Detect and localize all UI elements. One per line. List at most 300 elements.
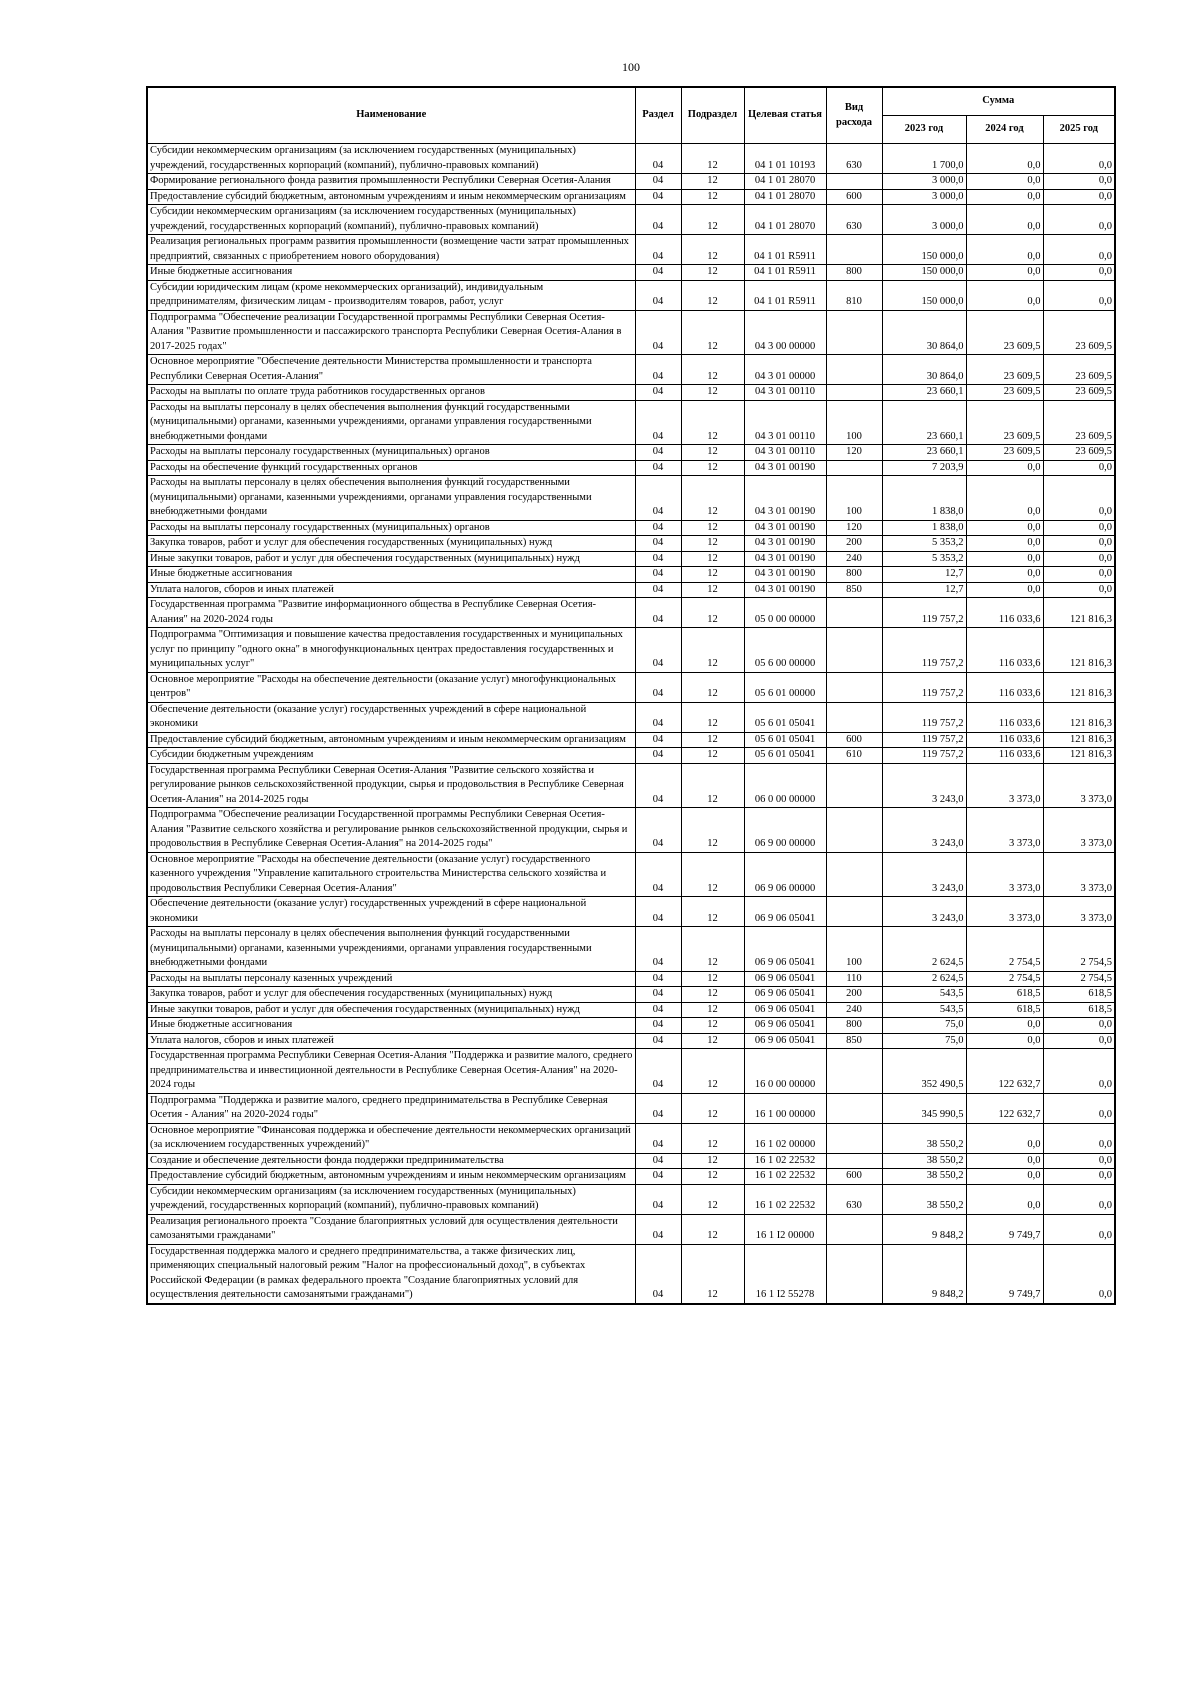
row-vid-raskhoda: 810 — [826, 280, 882, 310]
row-razdel: 04 — [635, 189, 681, 205]
row-name: Предоставление субсидий бюджетным, автономным учреждениям и иным некоммерческим организациям — [147, 1169, 635, 1185]
row-name: Основное мероприятие "Расходы на обеспечение деятельности (оказание услуг) государственного казенного учреждения "Управление капитального строительства Министерства сельского хозяйства и продовольствия Республики Северная Осетия-Алания" — [147, 852, 635, 897]
row-sum-2023: 119 757,2 — [882, 748, 966, 764]
header-summa: Сумма — [882, 87, 1115, 116]
row-sum-2024: 116 033,6 — [966, 732, 1043, 748]
row-celevaya-statya: 05 6 01 05041 — [744, 702, 826, 732]
row-razdel: 04 — [635, 174, 681, 190]
row-vid-raskhoda — [826, 1093, 882, 1123]
row-name: Иные закупки товаров, работ и услуг для обеспечения государственных (муниципальных) нужд — [147, 1002, 635, 1018]
row-sum-2025: 0,0 — [1043, 1093, 1115, 1123]
row-celevaya-statya: 16 1 00 00000 — [744, 1093, 826, 1123]
row-vid-raskhoda — [826, 897, 882, 927]
row-razdel: 04 — [635, 1049, 681, 1094]
row-sum-2023: 150 000,0 — [882, 265, 966, 281]
row-sum-2025: 23 609,5 — [1043, 385, 1115, 401]
row-vid-raskhoda — [826, 1049, 882, 1094]
row-vid-raskhoda: 100 — [826, 927, 882, 972]
row-vid-raskhoda: 850 — [826, 1033, 882, 1049]
row-sum-2024: 0,0 — [966, 235, 1043, 265]
row-celevaya-statya: 16 1 02 22532 — [744, 1153, 826, 1169]
row-podrazdel: 12 — [681, 400, 744, 445]
row-sum-2025: 0,0 — [1043, 536, 1115, 552]
row-razdel: 04 — [635, 598, 681, 628]
row-vid-raskhoda — [826, 1214, 882, 1244]
row-razdel: 04 — [635, 1153, 681, 1169]
row-celevaya-statya: 06 9 06 05041 — [744, 987, 826, 1003]
row-vid-raskhoda: 200 — [826, 987, 882, 1003]
row-podrazdel: 12 — [681, 927, 744, 972]
table-row — [147, 1244, 1115, 1304]
row-name: Государственная программа Республики Северная Осетия-Алания "Развитие сельского хозяйства и регулирование рынков сельскохозяйственной продукции, сырья и продовольствия в Республике Северная Осетия-Алания" на 2014-2025 годы — [147, 763, 635, 808]
row-sum-2023: 3 243,0 — [882, 763, 966, 808]
row-sum-2024: 23 609,5 — [966, 355, 1043, 385]
row-sum-2025: 0,0 — [1043, 476, 1115, 521]
row-podrazdel: 12 — [681, 355, 744, 385]
row-vid-raskhoda — [826, 702, 882, 732]
row-podrazdel: 12 — [681, 702, 744, 732]
row-podrazdel: 12 — [681, 280, 744, 310]
row-sum-2024: 0,0 — [966, 1153, 1043, 1169]
table-row — [147, 1153, 1115, 1169]
row-celevaya-statya: 06 9 06 00000 — [744, 852, 826, 897]
table-row — [147, 144, 1115, 174]
row-razdel: 04 — [635, 852, 681, 897]
row-razdel: 04 — [635, 310, 681, 355]
row-sum-2023: 23 660,1 — [882, 400, 966, 445]
row-name: Субсидии некоммерческим организациям (за исключением государственных (муниципальных) учреждений, государственных корпораций (компаний), публично-правовых компаний) — [147, 1184, 635, 1214]
row-sum-2024: 0,0 — [966, 536, 1043, 552]
row-name: Расходы на выплаты персоналу в целях обеспечения выполнения функций государственными (муниципальными) органами, казенными учреждениями, органами управления государственными внебюджетными фондами — [147, 476, 635, 521]
row-razdel: 04 — [635, 748, 681, 764]
row-name: Подпрограмма "Обеспечение реализации Государственной программы Республики Северная Осетия-Алания "Развитие промышленности и пассажирского транспорта Республики Северная Осетия-Алания в 2017-2025 годах" — [147, 310, 635, 355]
table-row — [147, 1123, 1115, 1153]
row-celevaya-statya: 16 1 02 22532 — [744, 1184, 826, 1214]
row-celevaya-statya: 04 1 01 R5911 — [744, 280, 826, 310]
table-row — [147, 174, 1115, 190]
row-celevaya-statya: 04 3 01 00190 — [744, 460, 826, 476]
row-sum-2023: 75,0 — [882, 1018, 966, 1034]
row-razdel: 04 — [635, 144, 681, 174]
row-celevaya-statya: 16 1 02 22532 — [744, 1169, 826, 1185]
row-vid-raskhoda: 600 — [826, 732, 882, 748]
row-sum-2023: 23 660,1 — [882, 385, 966, 401]
row-podrazdel: 12 — [681, 265, 744, 281]
row-name: Обеспечение деятельности (оказание услуг) государственных учреждений в сфере национальной экономики — [147, 897, 635, 927]
row-vid-raskhoda: 200 — [826, 536, 882, 552]
row-razdel: 04 — [635, 672, 681, 702]
row-vid-raskhoda — [826, 852, 882, 897]
row-celevaya-statya: 06 9 06 05041 — [744, 971, 826, 987]
row-vid-raskhoda: 240 — [826, 551, 882, 567]
row-sum-2024: 116 033,6 — [966, 628, 1043, 673]
row-vid-raskhoda — [826, 1153, 882, 1169]
row-vid-raskhoda — [826, 808, 882, 853]
row-podrazdel: 12 — [681, 189, 744, 205]
header-podrazdel: Подраздел — [681, 87, 744, 144]
row-sum-2024: 3 373,0 — [966, 763, 1043, 808]
row-sum-2023: 9 848,2 — [882, 1244, 966, 1304]
header-name: Наименование — [147, 87, 635, 144]
table-row — [147, 265, 1115, 281]
table-row — [147, 672, 1115, 702]
row-sum-2025: 3 373,0 — [1043, 763, 1115, 808]
row-name: Субсидии бюджетным учреждениям — [147, 748, 635, 764]
row-razdel: 04 — [635, 280, 681, 310]
row-sum-2023: 352 490,5 — [882, 1049, 966, 1094]
row-sum-2024: 0,0 — [966, 520, 1043, 536]
row-celevaya-statya: 04 1 01 28070 — [744, 174, 826, 190]
row-vid-raskhoda: 630 — [826, 144, 882, 174]
row-sum-2023: 5 353,2 — [882, 536, 966, 552]
row-podrazdel: 12 — [681, 1169, 744, 1185]
row-sum-2025: 121 816,3 — [1043, 702, 1115, 732]
row-name: Реализация региональных программ развития промышленности (возмещение части затрат промышленных предприятий, связанных с приобретением нового оборудования) — [147, 235, 635, 265]
row-sum-2025: 23 609,5 — [1043, 400, 1115, 445]
row-celevaya-statya: 04 1 01 R5911 — [744, 235, 826, 265]
row-sum-2024: 0,0 — [966, 265, 1043, 281]
row-celevaya-statya: 04 3 01 00110 — [744, 400, 826, 445]
row-vid-raskhoda: 600 — [826, 189, 882, 205]
row-sum-2023: 150 000,0 — [882, 280, 966, 310]
row-sum-2023: 38 550,2 — [882, 1184, 966, 1214]
row-vid-raskhoda — [826, 672, 882, 702]
row-vid-raskhoda: 100 — [826, 476, 882, 521]
row-vid-raskhoda: 120 — [826, 520, 882, 536]
row-razdel: 04 — [635, 808, 681, 853]
row-sum-2024: 0,0 — [966, 567, 1043, 583]
row-sum-2025: 0,0 — [1043, 567, 1115, 583]
row-celevaya-statya: 05 6 01 00000 — [744, 672, 826, 702]
row-sum-2025: 0,0 — [1043, 460, 1115, 476]
row-podrazdel: 12 — [681, 852, 744, 897]
row-sum-2023: 12,7 — [882, 582, 966, 598]
row-celevaya-statya: 06 9 06 05041 — [744, 897, 826, 927]
row-sum-2024: 116 033,6 — [966, 702, 1043, 732]
row-sum-2024: 23 609,5 — [966, 385, 1043, 401]
row-sum-2025: 0,0 — [1043, 1153, 1115, 1169]
table-row — [147, 280, 1115, 310]
row-sum-2025: 0,0 — [1043, 265, 1115, 281]
row-vid-raskhoda: 110 — [826, 971, 882, 987]
row-razdel: 04 — [635, 1093, 681, 1123]
row-sum-2024: 0,0 — [966, 551, 1043, 567]
row-celevaya-statya: 04 3 01 00190 — [744, 582, 826, 598]
row-razdel: 04 — [635, 927, 681, 972]
row-name: Создание и обеспечение деятельности фонда поддержки предпринимательства — [147, 1153, 635, 1169]
row-podrazdel: 12 — [681, 763, 744, 808]
row-razdel: 04 — [635, 400, 681, 445]
table-row — [147, 1033, 1115, 1049]
row-celevaya-statya: 04 3 01 00190 — [744, 567, 826, 583]
table-row — [147, 897, 1115, 927]
row-razdel: 04 — [635, 520, 681, 536]
row-celevaya-statya: 04 3 00 00000 — [744, 310, 826, 355]
table-row — [147, 1169, 1115, 1185]
row-vid-raskhoda: 120 — [826, 445, 882, 461]
row-sum-2023: 119 757,2 — [882, 672, 966, 702]
row-sum-2023: 3 000,0 — [882, 174, 966, 190]
table-row — [147, 628, 1115, 673]
row-name: Обеспечение деятельности (оказание услуг) государственных учреждений в сфере национальной экономики — [147, 702, 635, 732]
row-sum-2023: 3 243,0 — [882, 808, 966, 853]
row-name: Государственная поддержка малого и среднего предпринимательства, а также физических лиц, применяющих специальный налоговый режим "Налог на профессиональный доход", в субъектах Российской Федерации (в рамках федерального проекта "Создание благоприятных условий для осуществления деятельности самозанятыми гражданами") — [147, 1244, 635, 1304]
row-sum-2025: 0,0 — [1043, 235, 1115, 265]
table-row — [147, 971, 1115, 987]
row-sum-2024: 0,0 — [966, 1184, 1043, 1214]
row-sum-2023: 2 624,5 — [882, 971, 966, 987]
row-podrazdel: 12 — [681, 205, 744, 235]
row-podrazdel: 12 — [681, 1214, 744, 1244]
row-razdel: 04 — [635, 476, 681, 521]
row-vid-raskhoda — [826, 1123, 882, 1153]
row-name: Субсидии юридическим лицам (кроме некоммерческих организаций), индивидуальным предпринимателям, физическим лицам - производителям товаров, работ, услуг — [147, 280, 635, 310]
table-row — [147, 1002, 1115, 1018]
table-row — [147, 808, 1115, 853]
row-vid-raskhoda: 800 — [826, 265, 882, 281]
row-name: Расходы на выплаты персоналу казенных учреждений — [147, 971, 635, 987]
row-razdel: 04 — [635, 536, 681, 552]
row-razdel: 04 — [635, 702, 681, 732]
row-razdel: 04 — [635, 897, 681, 927]
row-podrazdel: 12 — [681, 987, 744, 1003]
table-row — [147, 1093, 1115, 1123]
row-sum-2025: 0,0 — [1043, 1033, 1115, 1049]
table-row — [147, 536, 1115, 552]
row-vid-raskhoda — [826, 310, 882, 355]
table-row — [147, 520, 1115, 536]
row-sum-2023: 119 757,2 — [882, 702, 966, 732]
row-sum-2025: 0,0 — [1043, 189, 1115, 205]
row-sum-2025: 121 816,3 — [1043, 628, 1115, 673]
row-razdel: 04 — [635, 355, 681, 385]
row-razdel: 04 — [635, 1169, 681, 1185]
row-celevaya-statya: 04 1 01 R5911 — [744, 265, 826, 281]
row-sum-2023: 30 864,0 — [882, 310, 966, 355]
row-podrazdel: 12 — [681, 1033, 744, 1049]
row-name: Субсидии некоммерческим организациям (за исключением государственных (муниципальных) учреждений, государственных корпораций (компаний), публично-правовых компаний) — [147, 144, 635, 174]
row-celevaya-statya: 16 1 I2 55278 — [744, 1244, 826, 1304]
row-name: Иные бюджетные ассигнования — [147, 1018, 635, 1034]
row-vid-raskhoda — [826, 235, 882, 265]
row-sum-2025: 121 816,3 — [1043, 732, 1115, 748]
row-sum-2023: 38 550,2 — [882, 1153, 966, 1169]
row-sum-2023: 7 203,9 — [882, 460, 966, 476]
row-name: Расходы на выплаты персоналу государственных (муниципальных) органов — [147, 520, 635, 536]
table-row — [147, 1214, 1115, 1244]
row-name: Уплата налогов, сборов и иных платежей — [147, 582, 635, 598]
row-celevaya-statya: 05 0 00 00000 — [744, 598, 826, 628]
row-razdel: 04 — [635, 205, 681, 235]
table-row — [147, 732, 1115, 748]
table-row — [147, 763, 1115, 808]
row-name: Закупка товаров, работ и услуг для обеспечения государственных (муниципальных) нужд — [147, 536, 635, 552]
row-podrazdel: 12 — [681, 536, 744, 552]
row-vid-raskhoda: 800 — [826, 1018, 882, 1034]
row-vid-raskhoda — [826, 628, 882, 673]
row-sum-2025: 2 754,5 — [1043, 971, 1115, 987]
row-sum-2025: 121 816,3 — [1043, 672, 1115, 702]
row-razdel: 04 — [635, 763, 681, 808]
header-razdel: Раздел — [635, 87, 681, 144]
table-row — [147, 567, 1115, 583]
row-sum-2025: 121 816,3 — [1043, 598, 1115, 628]
row-name: Государственная программа "Развитие информационного общества в Республике Северная Осетия-Алания" на 2020-2024 годы — [147, 598, 635, 628]
row-sum-2025: 0,0 — [1043, 1244, 1115, 1304]
row-sum-2023: 119 757,2 — [882, 628, 966, 673]
row-name: Государственная программа Республики Северная Осетия-Алания "Поддержка и развитие малого, среднего предпринимательства и инвестиционной деятельности в Республике Северная Осетия-Алания" на 2020-2024 годы — [147, 1049, 635, 1094]
row-name: Подпрограмма "Оптимизация и повышение качества предоставления государственных и муниципальных услуг по принципу "одного окна" в многофункциональных центрах предоставления государственных и муниципальных услуг" — [147, 628, 635, 673]
row-sum-2025: 3 373,0 — [1043, 852, 1115, 897]
row-podrazdel: 12 — [681, 567, 744, 583]
page-number: 100 — [622, 60, 640, 74]
row-sum-2025: 0,0 — [1043, 1049, 1115, 1094]
row-celevaya-statya: 06 9 06 05041 — [744, 1002, 826, 1018]
table-row — [147, 205, 1115, 235]
row-sum-2024: 0,0 — [966, 1018, 1043, 1034]
row-sum-2023: 38 550,2 — [882, 1169, 966, 1185]
row-sum-2024: 0,0 — [966, 476, 1043, 521]
row-celevaya-statya: 16 1 I2 00000 — [744, 1214, 826, 1244]
row-sum-2024: 116 033,6 — [966, 598, 1043, 628]
row-sum-2025: 0,0 — [1043, 205, 1115, 235]
row-sum-2023: 150 000,0 — [882, 235, 966, 265]
row-sum-2023: 119 757,2 — [882, 598, 966, 628]
row-vid-raskhoda: 600 — [826, 1169, 882, 1185]
table-row — [147, 582, 1115, 598]
row-sum-2024: 2 754,5 — [966, 927, 1043, 972]
row-podrazdel: 12 — [681, 1244, 744, 1304]
row-podrazdel: 12 — [681, 748, 744, 764]
row-sum-2025: 23 609,5 — [1043, 355, 1115, 385]
row-razdel: 04 — [635, 1018, 681, 1034]
row-sum-2025: 23 609,5 — [1043, 310, 1115, 355]
row-sum-2025: 618,5 — [1043, 987, 1115, 1003]
row-celevaya-statya: 05 6 00 00000 — [744, 628, 826, 673]
row-sum-2024: 0,0 — [966, 189, 1043, 205]
table-row — [147, 476, 1115, 521]
row-podrazdel: 12 — [681, 445, 744, 461]
row-sum-2024: 23 609,5 — [966, 400, 1043, 445]
row-name: Уплата налогов, сборов и иных платежей — [147, 1033, 635, 1049]
row-vid-raskhoda — [826, 385, 882, 401]
row-name: Расходы на выплаты персоналу государственных (муниципальных) органов — [147, 445, 635, 461]
table-row — [147, 852, 1115, 897]
row-razdel: 04 — [635, 1033, 681, 1049]
row-sum-2024: 0,0 — [966, 280, 1043, 310]
table-body — [147, 144, 1115, 1304]
row-sum-2023: 9 848,2 — [882, 1214, 966, 1244]
row-podrazdel: 12 — [681, 476, 744, 521]
table-row — [147, 189, 1115, 205]
row-celevaya-statya: 06 0 00 00000 — [744, 763, 826, 808]
table-row — [147, 598, 1115, 628]
table-row — [147, 460, 1115, 476]
row-celevaya-statya: 16 1 02 00000 — [744, 1123, 826, 1153]
row-sum-2023: 1 838,0 — [882, 476, 966, 521]
row-sum-2023: 38 550,2 — [882, 1123, 966, 1153]
header-year-2025: 2025 год — [1043, 116, 1115, 144]
row-celevaya-statya: 06 9 06 05041 — [744, 1018, 826, 1034]
row-celevaya-statya: 04 3 01 00190 — [744, 536, 826, 552]
row-celevaya-statya: 04 3 01 00190 — [744, 520, 826, 536]
row-razdel: 04 — [635, 628, 681, 673]
row-sum-2024: 116 033,6 — [966, 748, 1043, 764]
table-row — [147, 1049, 1115, 1094]
row-sum-2024: 0,0 — [966, 174, 1043, 190]
row-podrazdel: 12 — [681, 582, 744, 598]
row-razdel: 04 — [635, 551, 681, 567]
row-sum-2024: 9 749,7 — [966, 1214, 1043, 1244]
row-razdel: 04 — [635, 987, 681, 1003]
row-sum-2024: 23 609,5 — [966, 445, 1043, 461]
row-vid-raskhoda: 630 — [826, 205, 882, 235]
row-sum-2024: 23 609,5 — [966, 310, 1043, 355]
row-sum-2023: 1 838,0 — [882, 520, 966, 536]
row-celevaya-statya: 04 1 01 28070 — [744, 205, 826, 235]
row-sum-2023: 119 757,2 — [882, 732, 966, 748]
row-podrazdel: 12 — [681, 732, 744, 748]
row-sum-2023: 12,7 — [882, 567, 966, 583]
row-podrazdel: 12 — [681, 520, 744, 536]
row-podrazdel: 12 — [681, 1018, 744, 1034]
row-sum-2024: 0,0 — [966, 1033, 1043, 1049]
row-razdel: 04 — [635, 265, 681, 281]
row-sum-2025: 0,0 — [1043, 144, 1115, 174]
row-sum-2024: 3 373,0 — [966, 852, 1043, 897]
row-sum-2023: 3 243,0 — [882, 852, 966, 897]
row-name: Подпрограмма "Поддержка и развитие малого, среднего предпринимательства в Республике Северная Осетия - Алания" на 2020-2024 годы" — [147, 1093, 635, 1123]
table-row — [147, 927, 1115, 972]
row-name: Формирование регионального фонда развития промышленности Республики Северная Осетия-Алания — [147, 174, 635, 190]
row-sum-2025: 23 609,5 — [1043, 445, 1115, 461]
row-sum-2025: 0,0 — [1043, 1123, 1115, 1153]
row-sum-2024: 9 749,7 — [966, 1244, 1043, 1304]
row-podrazdel: 12 — [681, 235, 744, 265]
row-podrazdel: 12 — [681, 1049, 744, 1094]
row-sum-2024: 618,5 — [966, 1002, 1043, 1018]
row-podrazdel: 12 — [681, 808, 744, 853]
row-podrazdel: 12 — [681, 385, 744, 401]
row-name: Основное мероприятие "Обеспечение деятельности Министерства промышленности и транспорта Республики Северная Осетия-Алания" — [147, 355, 635, 385]
table-row — [147, 310, 1115, 355]
row-celevaya-statya: 04 1 01 10193 — [744, 144, 826, 174]
row-celevaya-statya: 05 6 01 05041 — [744, 732, 826, 748]
row-vid-raskhoda: 630 — [826, 1184, 882, 1214]
row-sum-2025: 0,0 — [1043, 1184, 1115, 1214]
table-header — [147, 87, 1115, 144]
table-row — [147, 445, 1115, 461]
row-sum-2024: 2 754,5 — [966, 971, 1043, 987]
row-sum-2024: 0,0 — [966, 1123, 1043, 1153]
table-row — [147, 235, 1115, 265]
row-podrazdel: 12 — [681, 310, 744, 355]
row-sum-2024: 618,5 — [966, 987, 1043, 1003]
row-celevaya-statya: 04 1 01 28070 — [744, 189, 826, 205]
row-sum-2023: 3 000,0 — [882, 189, 966, 205]
row-sum-2024: 0,0 — [966, 144, 1043, 174]
row-name: Субсидии некоммерческим организациям (за исключением государственных (муниципальных) учреждений, государственных корпораций (компаний), публично-правовых компаний) — [147, 205, 635, 235]
row-razdel: 04 — [635, 1244, 681, 1304]
row-name: Иные бюджетные ассигнования — [147, 265, 635, 281]
row-vid-raskhoda — [826, 355, 882, 385]
row-sum-2023: 30 864,0 — [882, 355, 966, 385]
row-sum-2023: 2 624,5 — [882, 927, 966, 972]
row-razdel: 04 — [635, 732, 681, 748]
header-vid-raskhoda: Вид расхода — [826, 87, 882, 144]
row-sum-2023: 3 000,0 — [882, 205, 966, 235]
row-sum-2023: 345 990,5 — [882, 1093, 966, 1123]
